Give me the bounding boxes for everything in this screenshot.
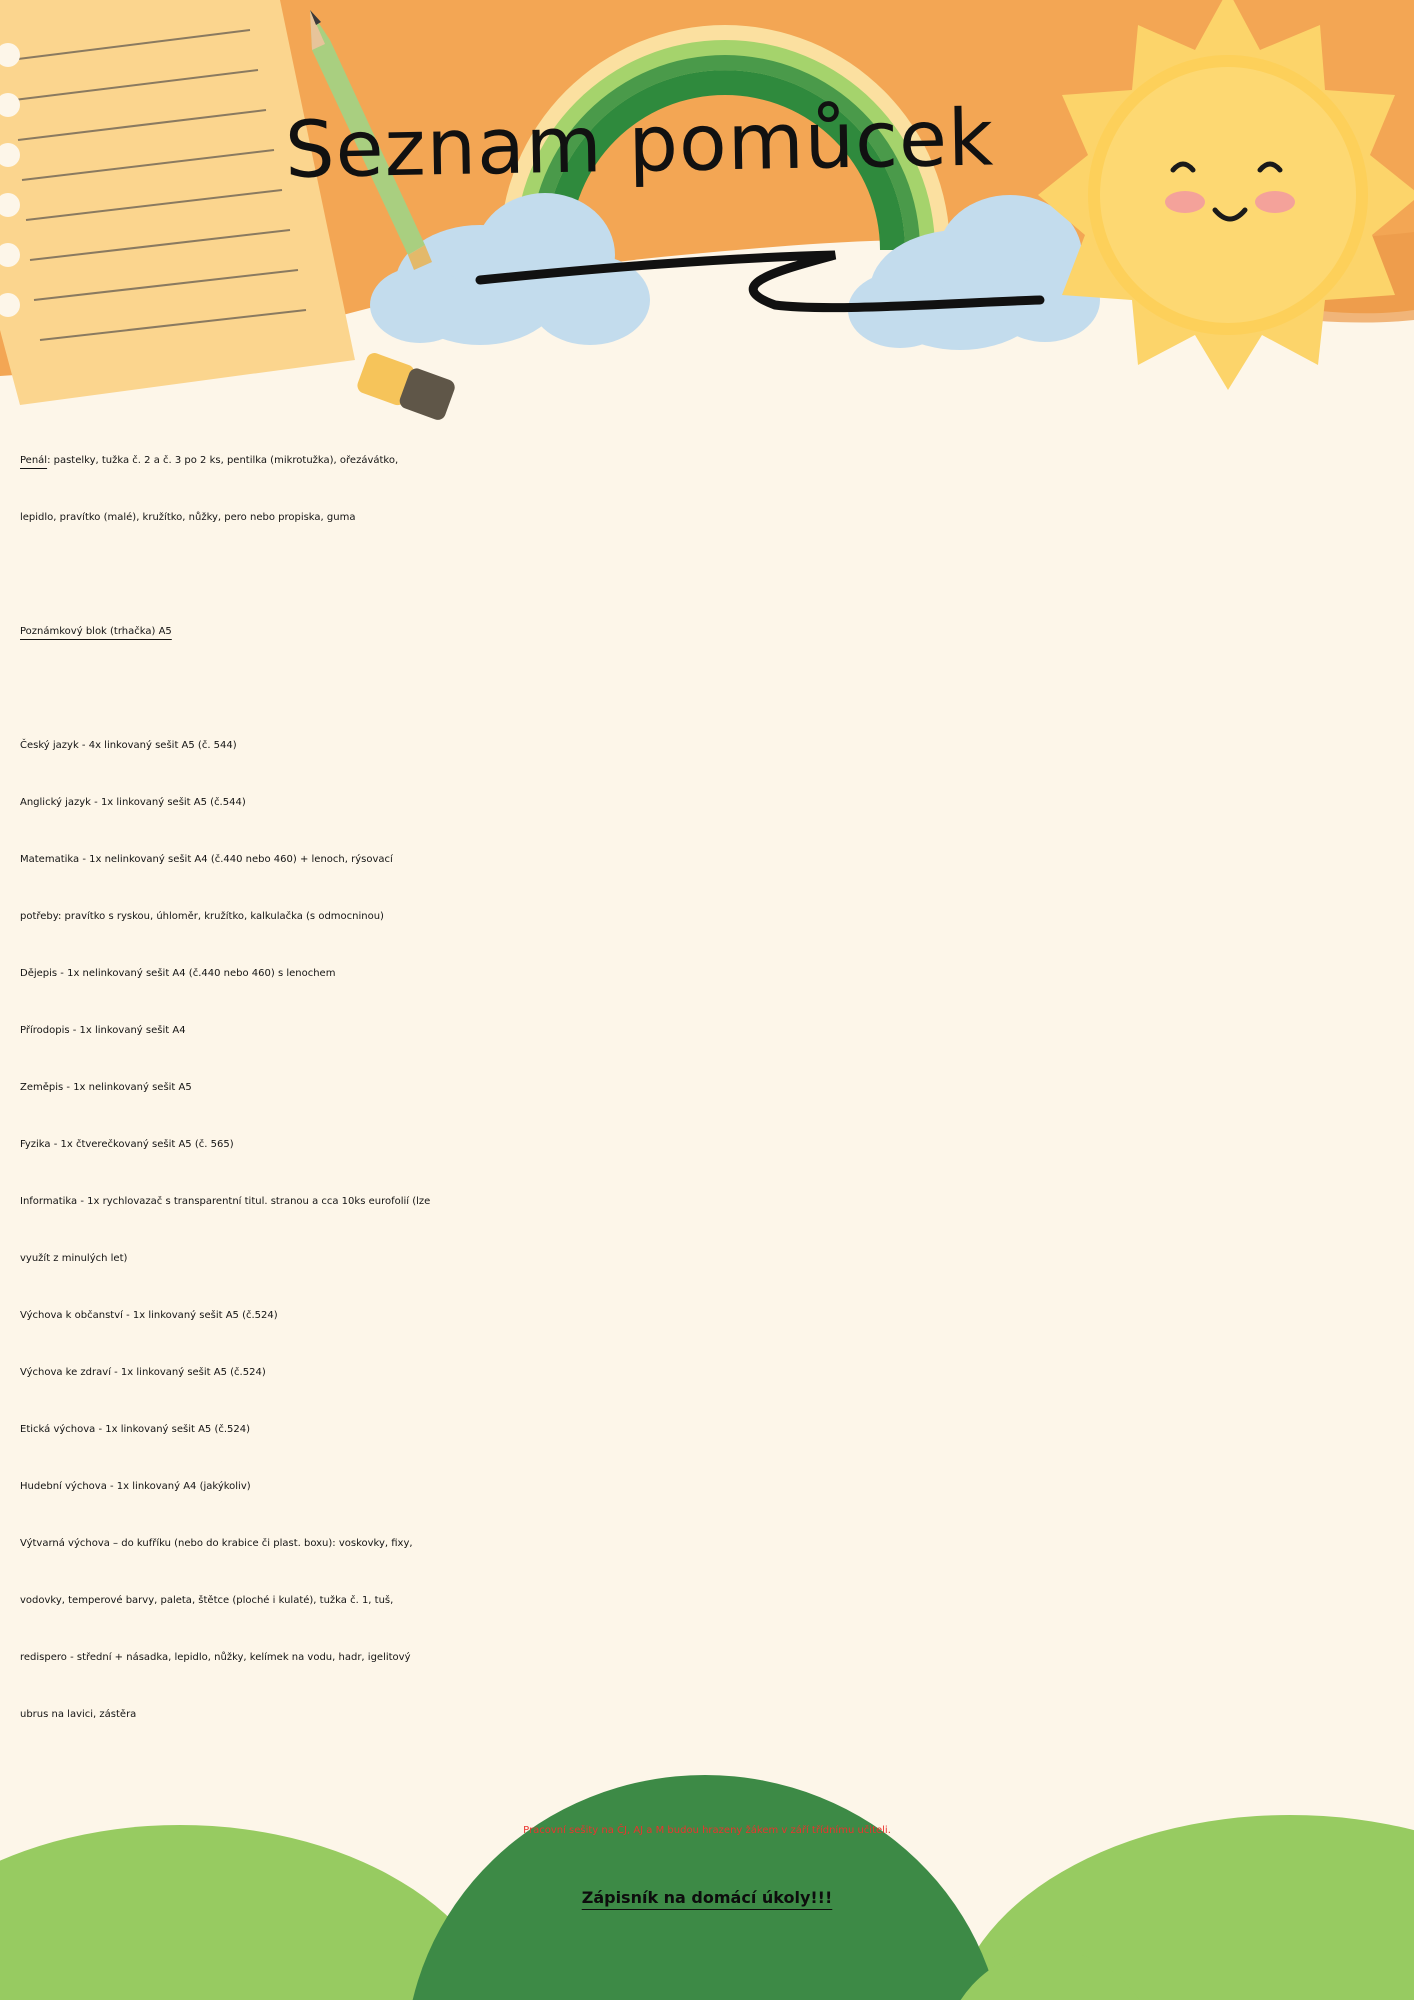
subject-line: Informatika - 1x rychlovazač s transparentní titul. stranou a cca 10ks eurofolií (lze — [20, 1196, 431, 1207]
eraser-icon — [355, 351, 457, 422]
homework-planner-note — [0, 1868, 1414, 1928]
subject-line: redispero - střední + násadka, lepidlo, nůžky, kelímek na vodu, hadr, igelitový — [20, 1652, 411, 1663]
subject-line: Výchova k občanství - 1x linkovaný sešit A5 (č.524) — [20, 1310, 278, 1321]
penal-line-1 — [20, 432, 1400, 489]
subject-line: Etická výchova - 1x linkovaný sešit A5 (č.524) — [20, 1424, 251, 1435]
subject-line: Matematika - 1x nelinkovaný sešit A4 (č.440 nebo 460) + lenoch, rýsovací — [20, 854, 393, 865]
subject-line: Výchova ke zdraví - 1x linkovaný sešit A5 (č.524) — [20, 1367, 266, 1378]
subject-line: Zeměpis - 1x nelinkovaný sešit A5 — [20, 1082, 192, 1093]
workbook-note: Pracovní sešity na ČJ, AJ a M budou hrazeny žákem v září třídnímu učiteli. — [523, 1825, 891, 1836]
subject-line: Výtvarná výchova – do kufříku (nebo do krabice či plast. boxu): voskovky, fixy, — [20, 1538, 413, 1549]
subject-line: ubrus na lavici, zástěra — [20, 1709, 137, 1720]
homework-planner-text: Zápisník na domácí úkoly!!! — [581, 1888, 833, 1907]
subject-line: potřeby: pravítko s ryskou, úhloměr, kružítko, kalkulačka (s odmocninou) — [20, 911, 384, 922]
supply-list — [20, 432, 1400, 1743]
subject-line: využít z minulých let) — [20, 1253, 128, 1264]
page-title: Seznam pomůcek — [284, 93, 995, 196]
subject-line: Anglický jazyk - 1x linkovaný sešit A5 (č.544) — [20, 797, 246, 808]
penal-label: Penál — [20, 455, 48, 466]
subject-line: Dějepis - 1x nelinkovaný sešit A4 (č.440 nebo 460) s lenochem — [20, 968, 336, 979]
notebook-item: Poznámkový blok (trhačka) A5 — [20, 626, 172, 637]
subject-line: Hudební výchova - 1x linkovaný A4 (jakýkoliv) — [20, 1481, 251, 1492]
subject-line: Český jazyk - 4x linkovaný sešit A5 (č. 544) — [20, 740, 237, 751]
subject-list — [20, 717, 1400, 1743]
subject-line: Fyzika - 1x čtverečkovaný sešit A5 (č. 565) — [20, 1139, 234, 1150]
penal-line-2: lepidlo, pravítko (malé), kružítko, nůžky, pero nebo propiska, guma — [20, 512, 356, 523]
penal-items: : pastelky, tužka č. 2 a č. 3 po 2 ks, pentilka (mikrotužka), ořezávátko, — [47, 455, 399, 466]
subject-line: Přírodopis - 1x linkovaný sešit A4 — [20, 1025, 186, 1036]
subject-line: vodovky, temperové barvy, paleta, štětce (ploché i kulaté), tužka č. 1, tuš, — [20, 1595, 394, 1606]
